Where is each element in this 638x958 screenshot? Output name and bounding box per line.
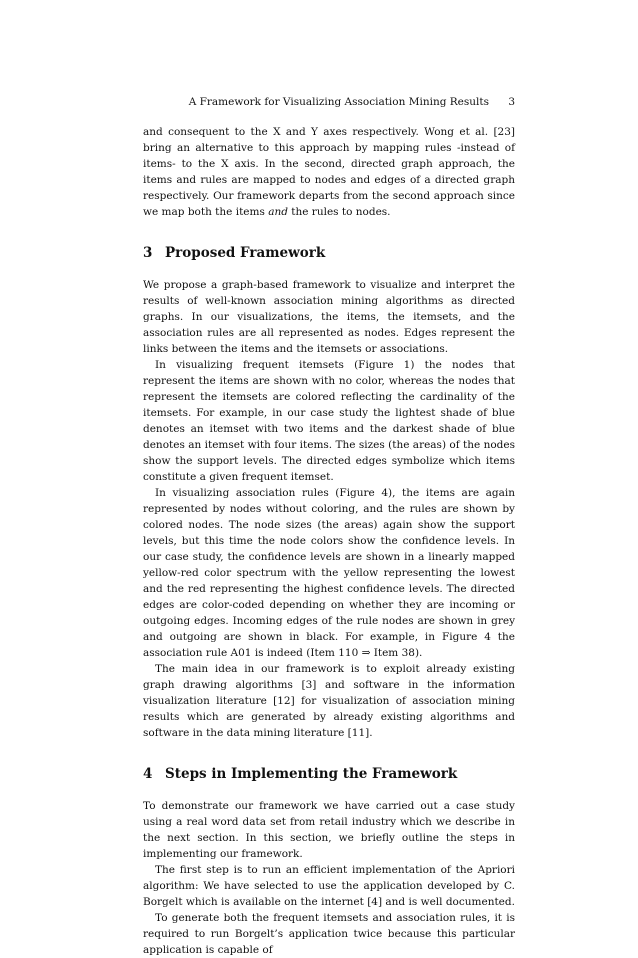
page-content — [143, 124, 515, 958]
section-3-paragraph-4: The main idea in our framework is to exploit already existing graph drawing algorithms [3] and software in the information visualization literature [12] for visualization of association mining results which are generated by already existing algorithms and software in the data mining literature [11]. — [143, 663, 515, 739]
running-title: A Framework for Visualizing Association Mining Results — [188, 96, 489, 108]
page-number: 3 — [508, 96, 515, 108]
section-3-title: Proposed Framework — [165, 245, 326, 261]
section-3-paragraph-2: In visualizing frequent itemsets (Figure 1) the nodes that represent the items are shown with no color, whereas the nodes that represent the itemsets are colored reflecting the cardinality of the itemsets. For example, in our case study the lightest shade of blue denotes an itemset with two items and the darkest shade of blue denotes an itemset with four items. The sizes (the areas) of the nodes show the support levels. The directed edges symbolize which items constitute a given frequent itemset. — [143, 359, 515, 483]
section-4-number: 4 — [143, 766, 153, 782]
section-4-paragraph-3: To generate both the frequent itemsets and association rules, it is required to run Borgelt’s application twice because this particular application is capable of — [143, 912, 515, 956]
running-header — [143, 96, 515, 112]
section-4-heading — [143, 765, 515, 783]
section-4-paragraph-1: To demonstrate our framework we have carried out a case study using a real word data set from retail industry which we describe in the next section. In this section, we briefly outline the steps in implementing our framework. — [143, 800, 515, 860]
section-3-paragraph-3: In visualizing association rules (Figure 4), the items are again represented by nodes without coloring, and the rules are shown by colored nodes. The node sizes (the areas) again show the support levels, but this time the node colors show the confidence levels. In our case study, the confidence levels are shown in a linearly mapped yellow-red color spectrum with the yellow representing the lowest and the red representing the highest confidence levels. The directed edges are color-coded depending on whether they are incoming or outgoing edges. Incoming edges of the rule nodes are shown in grey and outgoing are shown in black. For example, in Figure 4 the association rule A01 is indeed (Item 110 ⇒ Item 38). — [143, 487, 515, 659]
intro-paragraph — [143, 124, 515, 220]
section-3-heading — [143, 244, 515, 262]
intro-emphasis: and — [268, 206, 288, 218]
section-4-paragraph-2: The first step is to run an efficient implementation of the Apriori algorithm: We have selected to use the application developed by C. Borgelt which is available on the internet [4] and is well documented. — [143, 864, 515, 908]
intro-text-2: the rules to nodes. — [287, 206, 391, 218]
section-4-title: Steps in Implementing the Framework — [165, 766, 458, 782]
intro-text-1: and consequent to the X and Y axes respectively. Wong et al. [23] bring an alternative to this approach by mapping rules -instead of items- to the X axis. In the second, directed graph approach, the items and rules are mapped to nodes and edges of a directed graph respectively. Our framework departs from the second approach since we map both the items — [143, 126, 515, 218]
section-3-paragraph-1: We propose a graph-based framework to visualize and interpret the results of well-known association mining algorithms as directed graphs. In our visualizations, the items, the itemsets, and the association rules are all represented as nodes. Edges represent the links between the items and the itemsets or associations. — [143, 279, 515, 355]
section-3-number: 3 — [143, 245, 153, 261]
